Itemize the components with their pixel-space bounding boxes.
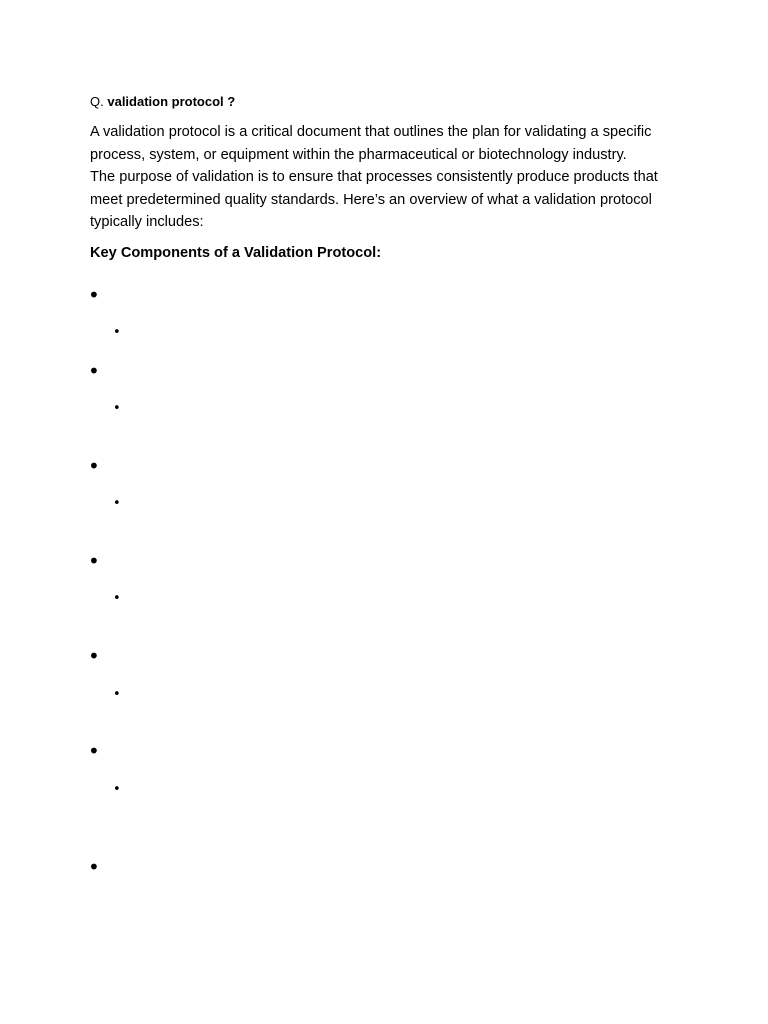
- sub-bullet-point: •: [113, 401, 121, 416]
- bullet-point: •: [88, 549, 100, 573]
- question-title: [90, 93, 235, 111]
- sub-bullet-point: •: [113, 325, 121, 340]
- sub-bullet-point: •: [113, 496, 121, 511]
- question-text: validation protocol ?: [107, 94, 236, 109]
- bullet-point: •: [88, 644, 100, 668]
- intro-paragraph: [90, 121, 690, 234]
- sub-bullet-point: •: [113, 782, 121, 797]
- bullet-point: •: [88, 283, 100, 307]
- question-prefix: Q.: [90, 94, 104, 109]
- bullet-point: •: [88, 359, 100, 383]
- intro-line: process, system, or equipment within the pharmaceutical or biotechnology industry.: [90, 146, 627, 163]
- intro-line: The purpose of validation is to ensure that processes consistently produce products that: [90, 169, 658, 185]
- bullet-point: •: [88, 454, 100, 478]
- bullet-point: •: [88, 855, 100, 879]
- intro-line: A validation protocol is a critical document that outlines the plan for validating a specific: [90, 124, 652, 140]
- bullet-point: •: [88, 739, 100, 763]
- intro-line: typically includes:: [90, 214, 204, 230]
- intro-line: meet predetermined quality standards. Here’s an overview of what a validation protocol: [90, 191, 652, 208]
- sub-bullet-point: •: [113, 591, 121, 606]
- section-heading: Key Components of a Validation Protocol:: [90, 245, 382, 261]
- sub-bullet-point: •: [113, 687, 121, 702]
